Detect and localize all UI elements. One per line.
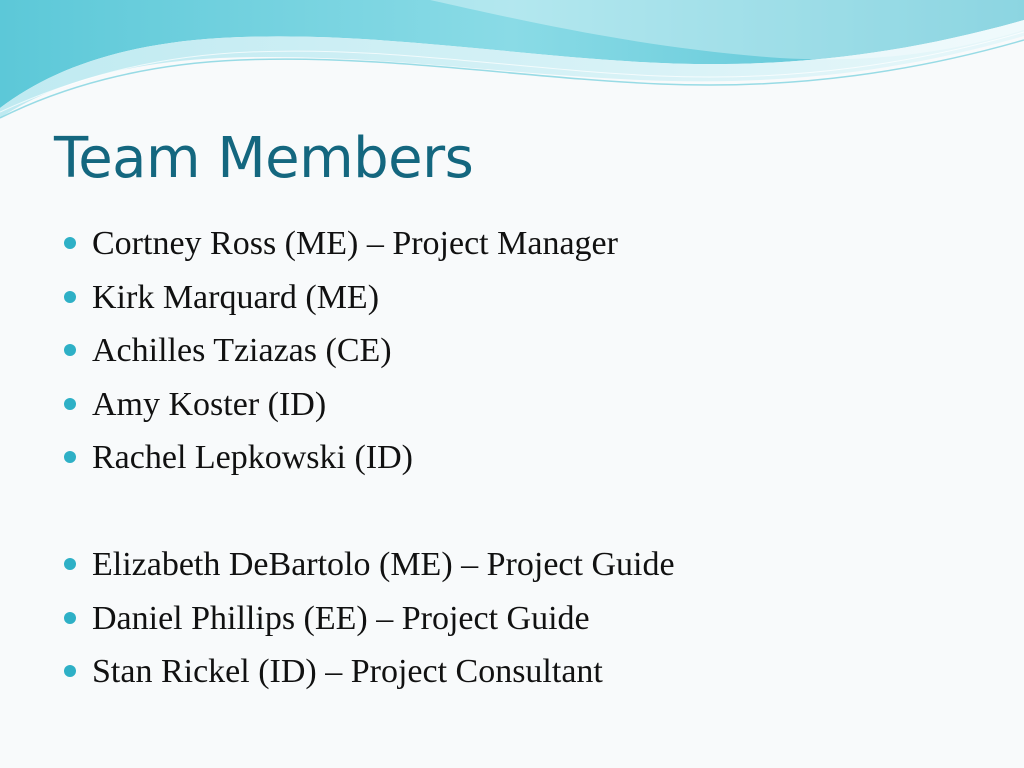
list-item-text: Achilles Tziazas (CE) bbox=[92, 332, 392, 369]
bullet-icon bbox=[64, 344, 76, 356]
list-item-text: Elizabeth DeBartolo (ME) – Project Guide bbox=[92, 546, 675, 583]
bullet-icon bbox=[64, 665, 76, 677]
header-wave-decoration bbox=[0, 0, 1024, 130]
bullet-icon bbox=[64, 237, 76, 249]
list-item bbox=[62, 276, 675, 330]
bullet-icon bbox=[64, 398, 76, 410]
list-item bbox=[62, 543, 675, 597]
list-item-text: Amy Koster (ID) bbox=[92, 385, 327, 423]
list-item bbox=[62, 383, 675, 437]
bullet-icon bbox=[64, 451, 76, 463]
list-item-text: Rachel Lepkowski (ID) bbox=[92, 439, 414, 476]
list-item-text: Kirk Marquard (ME) bbox=[92, 278, 380, 316]
bullet-icon bbox=[64, 291, 76, 303]
slide-title: Team Members bbox=[54, 126, 474, 191]
list-item-text: Daniel Phillips (EE) – Project Guide bbox=[92, 599, 590, 637]
list-item bbox=[62, 222, 675, 276]
list-item-text: Stan Rickel (ID) – Project Consultant bbox=[92, 653, 603, 690]
team-member-list bbox=[62, 222, 675, 704]
bullet-icon bbox=[64, 612, 76, 624]
list-item bbox=[62, 329, 675, 383]
list-item-text: Cortney Ross (ME) – Project Manager bbox=[92, 225, 618, 262]
list-item bbox=[62, 436, 675, 490]
list-item bbox=[62, 650, 675, 704]
bullet-icon bbox=[64, 558, 76, 570]
list-spacer bbox=[62, 490, 675, 544]
list-item bbox=[62, 597, 675, 651]
